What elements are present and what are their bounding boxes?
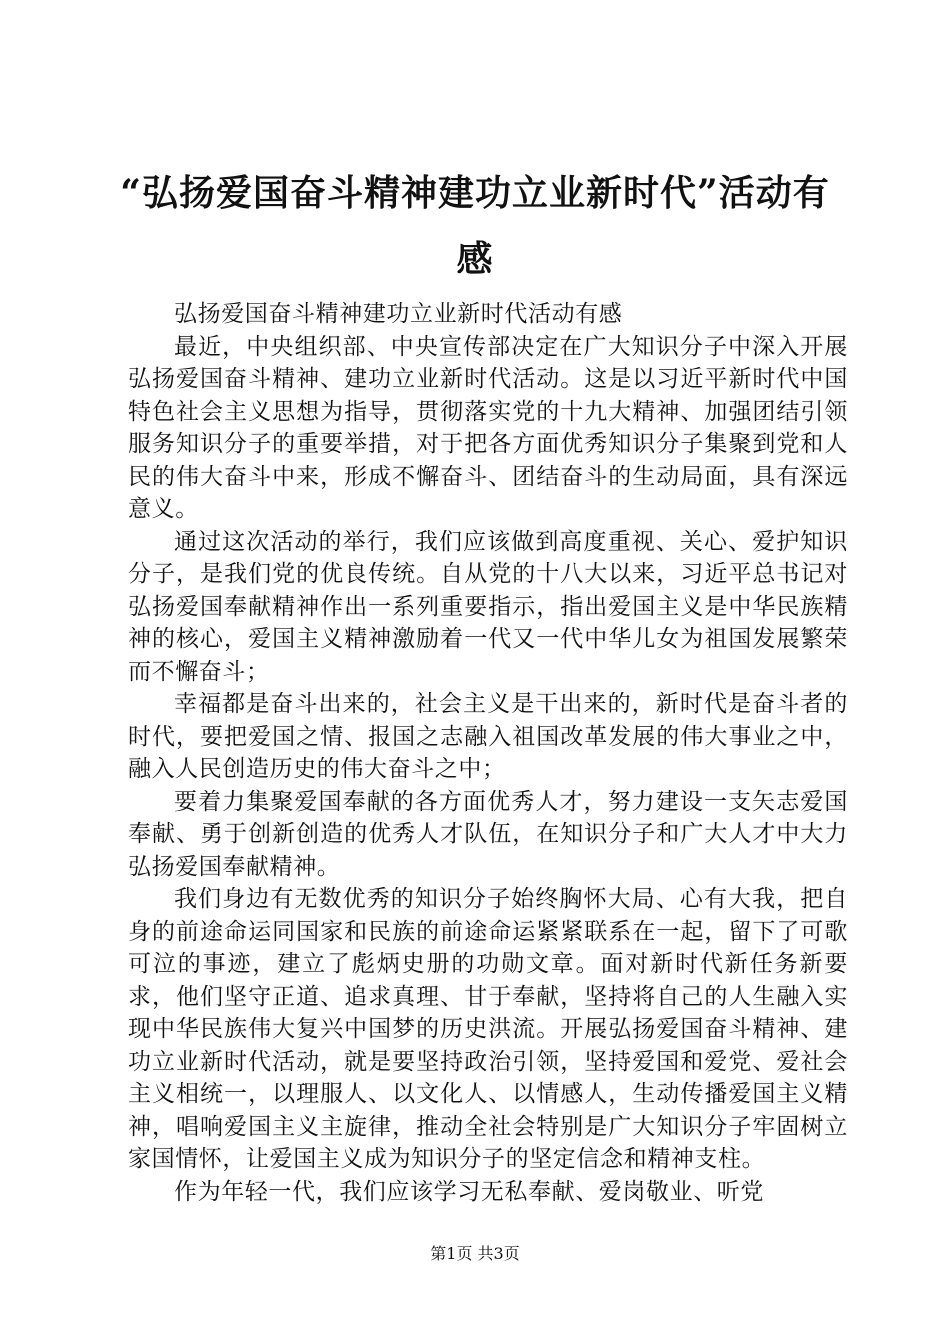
paragraph: 最近，中央组织部、中央宣传部决定在广大知识分子中深入开展弘扬爱国奋斗精神、建功立业新时代活动。这是以习近平新时代中国特色社会主义思想为指导，贯彻落实党的十九大精神、加强团结引领服务知识分子的重要举措，对于把各方面优秀知识分子集聚到党和人民的伟大奋斗中来，形成不懈奋斗、团结奋斗的生动局面，具有深远意义。: [128, 333, 848, 522]
paragraph: 我们身边有无数优秀的知识分子始终胸怀大局、心有大我，把自身的前途命运同国家和民族的前途命运紧紧联系在一起，留下了可歌可泣的事迹，建立了彪炳史册的功勋文章。面对新时代新任务新要求，他们坚守正道、追求真理、甘于奉献，坚持将自己的人生融入实现中华民族伟大复兴中国梦的历史洪流。开展弘扬爱国奋斗精神、建功立业新时代活动，就是要坚持政治引领，坚持爱国和爱党、爱社会主义相统一，以理服人、以文化人、以情感人，生动传播爱国主义精神，唱响爱国主义主旋律，推动全社会特别是广大知识分子牢固树立家国情怀，让爱国主义成为知识分子的坚定信念和精神支柱。: [128, 886, 848, 1172]
paragraph: 幸福都是奋斗出来的，社会主义是干出来的，新时代是奋斗者的时代，要把爱国之情、报国之志融入祖国改革发展的伟大事业之中，融入人民创造历史的伟大奋斗之中；: [128, 691, 848, 782]
document-title: “弘扬爱国奋斗精神建功立业新时代”活动有感: [120, 172, 830, 280]
paragraph: 通过这次活动的举行，我们应该做到高度重视、关心、爱护知识分子，是我们党的优良传统。自从党的十八大以来，习近平总书记对弘扬爱国奉献精神作出一系列重要指示，指出爱国主义是中华民族精神的核心，爱国主义精神激励着一代又一代中华儿女为祖国发展繁荣而不懈奋斗；: [128, 528, 848, 685]
page-number-footer: 第1页 共3页: [430, 1244, 520, 1263]
document-body: [128, 298, 848, 1208]
paragraph-subtitle: 弘扬爱国奋斗精神建功立业新时代活动有感: [174, 301, 623, 327]
paragraph: 要着力集聚爱国奉献的各方面优秀人才，努力建设一支矢志爱国奉献、勇于创新创造的优秀人才队伍，在知识分子和广大人才中大力弘扬爱国奉献精神。: [128, 788, 848, 880]
paragraph: 作为年轻一代，我们应该学习无私奉献、爱岗敬业、听党: [174, 1178, 764, 1205]
